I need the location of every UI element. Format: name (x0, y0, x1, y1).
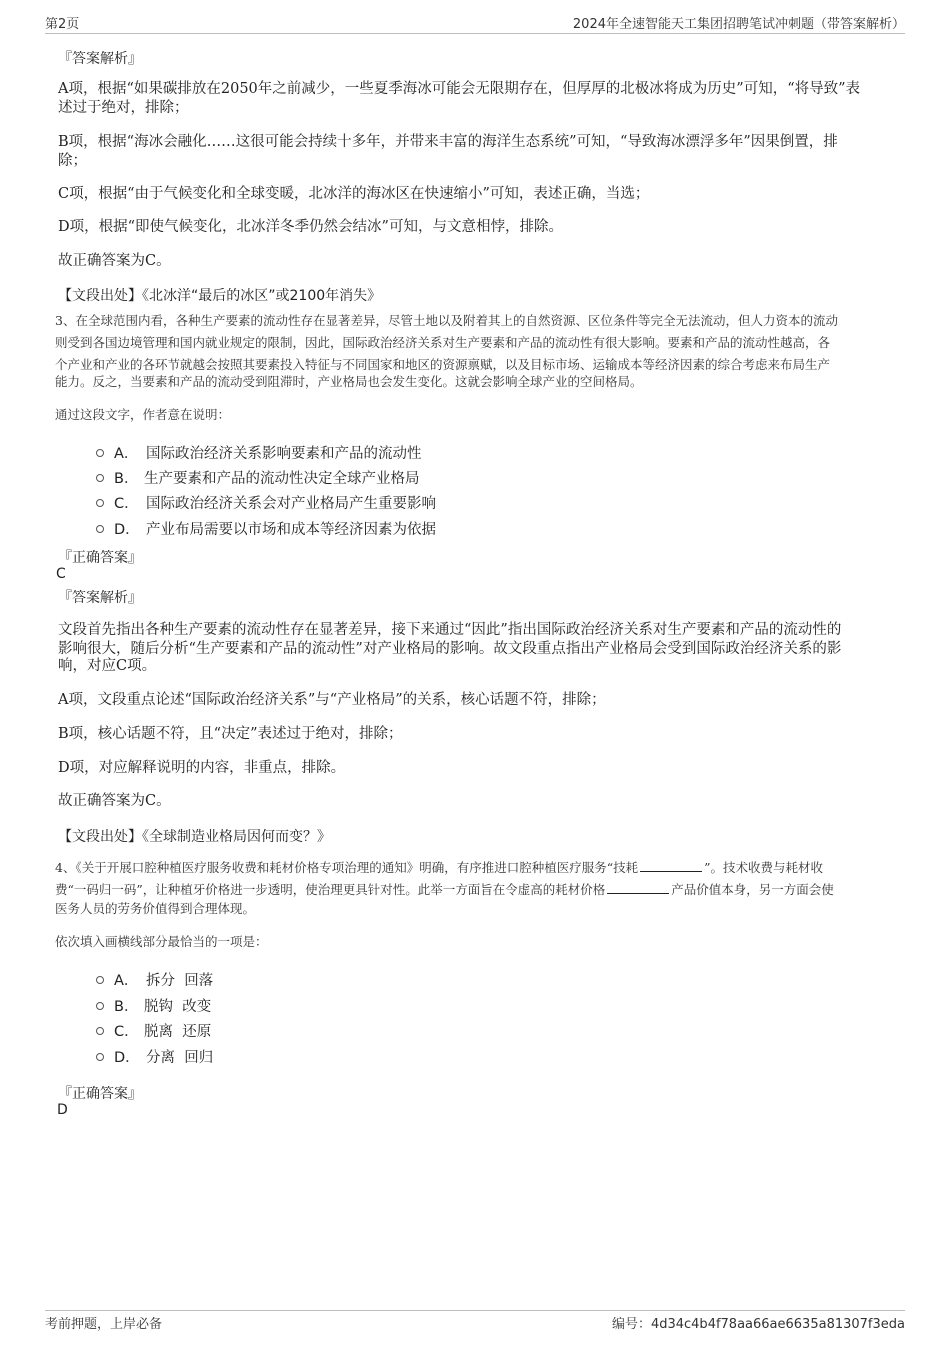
q4-stem-line1 (55, 857, 823, 879)
q4-option-d[interactable] (96, 1045, 396, 1067)
q3-stem-line2: 则受到各国边境管理和国内就业规定的限制，因此，国际政治经济关系对生产要素和产品的流动性有很大影响。要素和产品的流动性越高，各 (55, 335, 831, 350)
footer-code-label: 编号： (611, 1317, 651, 1332)
q3-option-c[interactable] (96, 491, 496, 513)
radio-button-icon[interactable] (96, 1002, 104, 1010)
option-letter: D． (114, 522, 140, 538)
option-text: 拆分 回落 (146, 973, 214, 989)
option-letter: B． (114, 999, 139, 1015)
q3-analysis-label: 『答案解析』 (58, 590, 142, 606)
q4-option-a[interactable] (96, 968, 396, 990)
q3-analysis-line1: 文段首先指出各种生产要素的流动性存在显著差异，接下来通过“因此”指出国际政治经济关系对生产要素和产品的流动性的 (58, 622, 842, 638)
q3-answer: C (56, 566, 66, 582)
footer-slogan: 考前押题，上岸必备 (45, 1317, 163, 1332)
fill-in-blank (640, 859, 702, 872)
option-text: 脱离 还原 (144, 1024, 212, 1040)
q2-analysis-b-line1: B项，根据“海冰会融化……这很可能会持续十多年，并带来丰富的海洋生态系统”可知，“导致海冰漂浮多年”因果倒置，排 (58, 134, 838, 150)
q4-stem-line3: 医务人员的劳务价值得到合理体现。 (55, 901, 256, 916)
option-letter: B． (114, 471, 139, 487)
radio-button-icon[interactable] (96, 1027, 104, 1035)
q3-option-a[interactable] (96, 441, 496, 463)
option-letter: C． (114, 496, 139, 512)
option-text: 分离 回归 (146, 1050, 214, 1066)
document-title: 2024年全速智能天工集团招聘笔试冲刺题（带答案解析） (572, 17, 905, 32)
q4-answer: D (57, 1102, 68, 1118)
q2-analysis-label: 『答案解析』 (58, 51, 142, 67)
q4-stem-line1-part2: ”。技术收费与耗材收 (704, 860, 824, 875)
q4-prompt: 依次填入画横线部分最恰当的一项是： (55, 934, 268, 949)
option-letter: A． (114, 973, 139, 989)
radio-button-icon[interactable] (96, 976, 104, 984)
radio-button-icon[interactable] (96, 499, 104, 507)
page-number: 第2页 (45, 17, 80, 32)
q3-analysis-line3: 响，对应C项。 (58, 658, 157, 674)
option-letter: A． (114, 446, 139, 462)
header-divider (45, 33, 905, 34)
q2-analysis-b-line2: 除； (58, 153, 87, 169)
q4-stem-line2-part2: 产品价值本身，另一方面会使 (671, 882, 834, 897)
q3-prompt: 通过这段文字，作者意在说明： (55, 407, 231, 422)
q3-analysis-line2: 影响很大，随后分析“生产要素和产品的流动性”对产业格局的影响。故文段重点指出产业格局会受到国际政治经济关系的影 (58, 641, 842, 657)
q3-stem-line3: 个产业和产业的各环节就越会按照其要素投入特征与不同国家和地区的资源禀赋，以及目标市场、运输成本等经济因素的综合考虑来布局生产 (55, 357, 831, 372)
option-text: 产业布局需要以市场和成本等经济因素为依据 (146, 522, 436, 538)
q3-conclusion: 故正确答案为C。 (58, 793, 171, 809)
option-letter: C． (114, 1024, 139, 1040)
radio-button-icon[interactable] (96, 1053, 104, 1061)
q3-stem-line4: 能力。反之，当要素和产品的流动受到阻滞时，产业格局也会发生变化。这就会影响全球产业的空间格局。 (55, 374, 643, 389)
q3-answer-label: 『正确答案』 (58, 550, 142, 566)
q2-source: 【文段出处】《北冰洋“最后的冰区”或2100年消失》 (58, 288, 382, 304)
q4-option-c[interactable] (96, 1019, 396, 1041)
q3-source: 【文段出处】《全球制造业格局因何而变？》 (58, 829, 331, 845)
option-letter: D． (114, 1050, 140, 1066)
radio-button-icon[interactable] (96, 474, 104, 482)
q4-option-b[interactable] (96, 994, 396, 1016)
footer-code-value: 4d34c4b4f78aa66ae6635a81307f3eda (650, 1317, 905, 1332)
footer-code (612, 1313, 905, 1332)
option-text: 脱钩 改变 (144, 999, 212, 1015)
q4-stem-line1-part1: 4、《关于开展口腔种植医疗服务收费和耗材价格专项治理的通知》明确，有序推进口腔种植医疗服务“技耗 (55, 860, 639, 875)
q4-stem-line2-part1: 费“一码归一码”，让种植牙价格进一步透明，使治理更具针对性。此举一方面旨在令虚高的耗材价格 (55, 882, 606, 897)
footer-divider (45, 1310, 905, 1311)
q3-analysis-b-line: B项，核心话题不符，且“决定”表述过于绝对，排除； (58, 726, 403, 742)
q4-answer-label: 『正确答案』 (58, 1086, 142, 1102)
fill-in-blank (607, 881, 669, 894)
option-text: 国际政治经济关系会对产业格局产生重要影响 (146, 496, 436, 512)
q3-analysis-a-line: A项，文段重点论述“国际政治经济关系”与“产业格局”的关系，核心话题不符，排除； (58, 692, 606, 708)
q2-analysis-a-line1: A项，根据“如果碳排放在2050年之前减少，一些夏季海冰可能会无限期存在，但厚厚的北极冰将成为历史”可知，“将导致”表 (58, 81, 861, 97)
q3-stem-line1: 3、在全球范围内看，各种生产要素的流动性存在显著差异，尽管土地以及附着其上的自然资源、区位条件等完全无法流动，但人力资本的流动 (55, 313, 838, 328)
q3-option-b[interactable] (96, 466, 496, 488)
q3-analysis-d-line: D项，对应解释说明的内容，非重点，排除。 (58, 760, 346, 776)
radio-button-icon[interactable] (96, 449, 104, 457)
q3-option-d[interactable] (96, 517, 496, 539)
option-text: 生产要素和产品的流动性决定全球产业格局 (144, 471, 420, 487)
q2-conclusion: 故正确答案为C。 (58, 253, 171, 269)
radio-button-icon[interactable] (96, 525, 104, 533)
q2-analysis-a-line2: 述过于绝对，排除； (58, 100, 189, 116)
q2-analysis-d-line: D项，根据“即使气候变化，北冰洋冬季仍然会结冰”可知，与文意相悖，排除。 (58, 219, 563, 235)
q2-analysis-c-line: C项，根据“由于气候变化和全球变暖，北冰洋的海冰区在快速缩小”可知，表述正确，当选； (58, 186, 650, 202)
option-text: 国际政治经济关系影响要素和产品的流动性 (146, 446, 422, 462)
